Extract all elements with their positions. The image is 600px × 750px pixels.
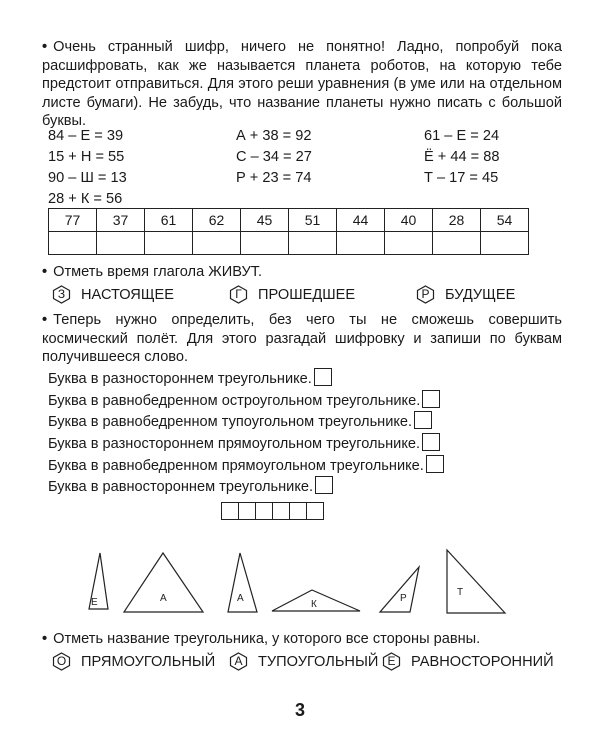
code-number: 77 bbox=[49, 209, 97, 232]
equation: 15 + Н = 55 bbox=[48, 149, 125, 165]
task4-question-text: Отметь название треугольника, у которого все стороны равны. bbox=[53, 631, 481, 647]
option-label: НАСТОЯЩЕЕ bbox=[81, 286, 174, 303]
option-label: ПРЯМОУГОЛЬНЫЙ bbox=[81, 653, 216, 670]
triangle-letter: Р bbox=[400, 593, 407, 604]
triangle-letter: Т bbox=[457, 587, 464, 598]
code-number: 62 bbox=[193, 209, 241, 232]
equation: 28 + К = 56 bbox=[48, 191, 123, 207]
triangle-t bbox=[447, 550, 505, 613]
code-number: 44 bbox=[337, 209, 385, 232]
bullet: • bbox=[42, 312, 48, 328]
hexagon-marker bbox=[229, 652, 248, 671]
code-number: 51 bbox=[289, 209, 337, 232]
triangle-letter: Е bbox=[91, 597, 98, 608]
option-label: ТУПОУГОЛЬНЫЙ bbox=[258, 653, 379, 670]
option-letter: Г bbox=[235, 287, 242, 301]
clue-text: Буква в равностороннем треугольнике. bbox=[48, 479, 314, 495]
code-number: 45 bbox=[241, 209, 289, 232]
bullet: • bbox=[42, 264, 48, 280]
option-ravnostoronnii[interactable] bbox=[382, 652, 554, 671]
equation: Р + 23 = 74 bbox=[236, 170, 312, 186]
task2-question-text: Отметь время глагола ЖИВУТ. bbox=[53, 264, 263, 280]
task3-text: Теперь нужно определить, без чего ты не сможешь совершить космический полёт. Для этого разгадай шифровку и запиши по буквам получившееся слово. bbox=[42, 312, 562, 365]
triangle-letter: А bbox=[237, 593, 244, 604]
option-letter: Р bbox=[421, 287, 430, 301]
option-letter: З bbox=[57, 287, 66, 301]
hexagon-marker bbox=[382, 652, 401, 671]
intro-text: Очень странный шифр, ничего не понятно! Ладно, попробуй пока расшифровать, как же называется планета роботов, на которую тебе предстоит отправиться. Для этого реши уравнения (в уме или на отдельном листе бумаги). Не забудь, что название планеты нужно писать с большой буквы. bbox=[42, 39, 562, 129]
triangle-r bbox=[380, 567, 419, 612]
option-letter: Е bbox=[387, 654, 396, 668]
code-number: 61 bbox=[145, 209, 193, 232]
option-label: БУДУЩЕЕ bbox=[445, 286, 516, 303]
triangle-letter: К bbox=[311, 599, 317, 610]
task4-question bbox=[42, 631, 480, 647]
clue-text: Буква в разностороннем прямоугольном треугольнике. bbox=[48, 436, 421, 452]
code-number: 40 bbox=[385, 209, 433, 232]
bullet: • bbox=[42, 39, 48, 55]
option-label: РАВНОСТОРОННИЙ bbox=[411, 653, 554, 670]
equation: А + 38 = 92 bbox=[236, 128, 312, 144]
triangle-letter: А bbox=[160, 593, 167, 604]
option-tupougolnyi[interactable] bbox=[229, 652, 378, 671]
clue-text: Буква в разностороннем треугольнике. bbox=[48, 371, 312, 387]
equation: 90 – Ш = 13 bbox=[48, 170, 127, 186]
hexagon-marker bbox=[52, 652, 71, 671]
code-number: 28 bbox=[433, 209, 481, 232]
option-label: ПРОШЕДШЕЕ bbox=[258, 286, 356, 303]
code-number: 54 bbox=[481, 209, 529, 232]
clue-text: Буква в равнобедренном остроугольном треугольнике. bbox=[48, 393, 421, 409]
clue-text: Буква в равнобедренном тупоугольном треугольнике. bbox=[48, 414, 413, 430]
code-number: 37 bbox=[97, 209, 145, 232]
equation: 84 – Е = 39 bbox=[48, 128, 124, 144]
equation: С – 34 = 27 bbox=[236, 149, 312, 165]
equation: Т – 17 = 45 bbox=[424, 170, 499, 186]
clue-text: Буква в равнобедренном прямоугольном треугольнике. bbox=[48, 458, 424, 474]
option-letter: О bbox=[56, 654, 67, 668]
page-number: 3 bbox=[294, 700, 305, 720]
equation: 61 – Е = 24 bbox=[424, 128, 500, 144]
option-letter: А bbox=[234, 654, 243, 668]
bullet: • bbox=[42, 631, 48, 647]
option-pryamougolnyi[interactable] bbox=[52, 652, 215, 671]
equation: Ё + 44 = 88 bbox=[424, 149, 500, 165]
